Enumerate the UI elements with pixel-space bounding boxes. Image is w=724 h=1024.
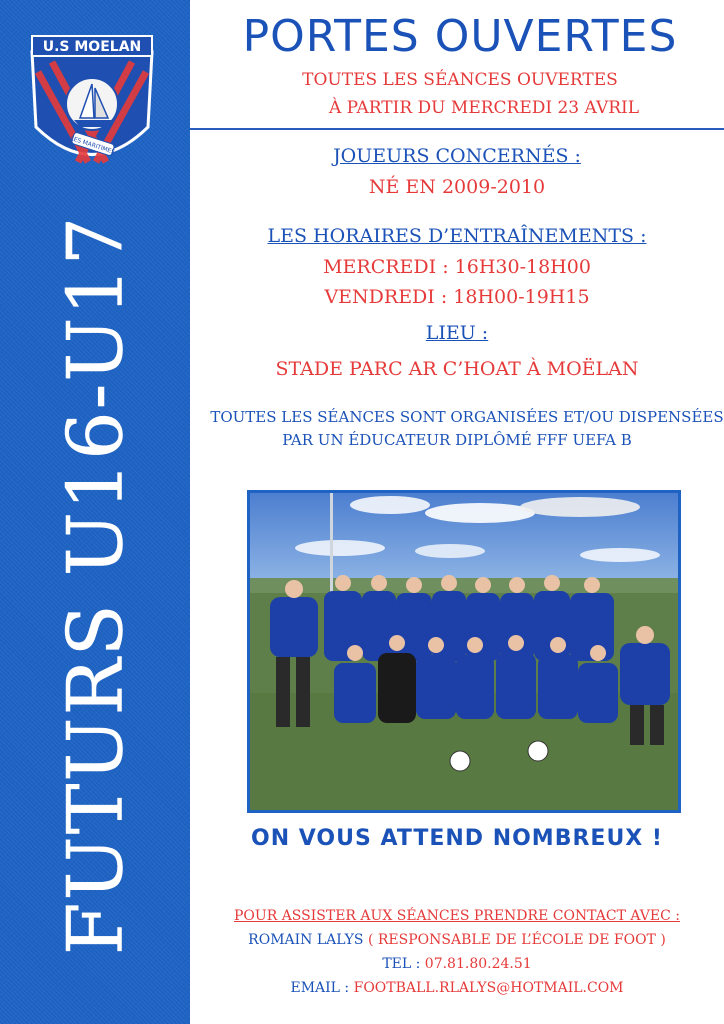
tel-label: TEL :: [382, 956, 421, 972]
contact-tel: [190, 956, 724, 972]
schedule-line-2: VENDREDI : 18H00-19H15: [324, 286, 590, 308]
schedule-heading: LES HORAIRES D’ENTRAÎNEMENTS :: [267, 225, 647, 247]
contact-heading: [190, 908, 724, 924]
team-photo: [247, 490, 681, 813]
schedule-line-1: MERCREDI : 16H30-18H00: [323, 256, 591, 278]
team-photo-illustration: [250, 493, 678, 810]
page-title: PORTES OUVERTES: [242, 11, 678, 62]
email-label: EMAIL :: [290, 980, 350, 996]
subtitle-line-1: TOUTES LES SÉANCES OUVERTES: [302, 70, 618, 90]
contact-email: [190, 980, 724, 996]
email-link[interactable]: FOOTBALL.RLALYS@HOTMAIL.COM: [353, 980, 624, 996]
contact-heading-text: POUR ASSISTER AUX SÉANCES PRENDRE CONTACT AVEC :: [234, 908, 680, 924]
info-line-1: TOUTES LES SÉANCES SONT ORGANISÉES ET/OU DISPENSÉES: [210, 408, 724, 426]
crest-ribbon-text: LES MARITIMES: [69, 134, 116, 156]
location-value: STADE PARC AR C’HOAT À MOËLAN: [275, 358, 639, 380]
vertical-title: FUTURS U16-U17: [50, 214, 140, 956]
call-to-action: ON VOUS ATTEND NOMBREUX !: [251, 826, 663, 851]
crest-club-name: U.S MOELAN: [42, 39, 142, 55]
contact-role: ( RESPONSABLE DE L’ÉCOLE DE FOOT ): [367, 932, 666, 948]
contact-person: [190, 932, 724, 948]
vertical-title-wrap: [0, 0, 190, 1024]
header-divider: [190, 128, 724, 130]
sidebar-panel: [0, 0, 190, 1024]
contact-name: ROMAIN LALYS: [248, 932, 364, 948]
location-heading: LIEU :: [425, 322, 489, 344]
info-line-2: PAR UN ÉDUCATEUR DIPLÔMÉ FFF UEFA B: [282, 431, 632, 449]
players-value: NÉ EN 2009-2010: [368, 176, 546, 198]
players-heading: JOUEURS CONCERNÉS :: [333, 145, 581, 167]
tel-value[interactable]: 07.81.80.24.51: [424, 956, 532, 972]
subtitle-line-2: À PARTIR DU MERCREDI 23 AVRIL: [328, 98, 640, 118]
